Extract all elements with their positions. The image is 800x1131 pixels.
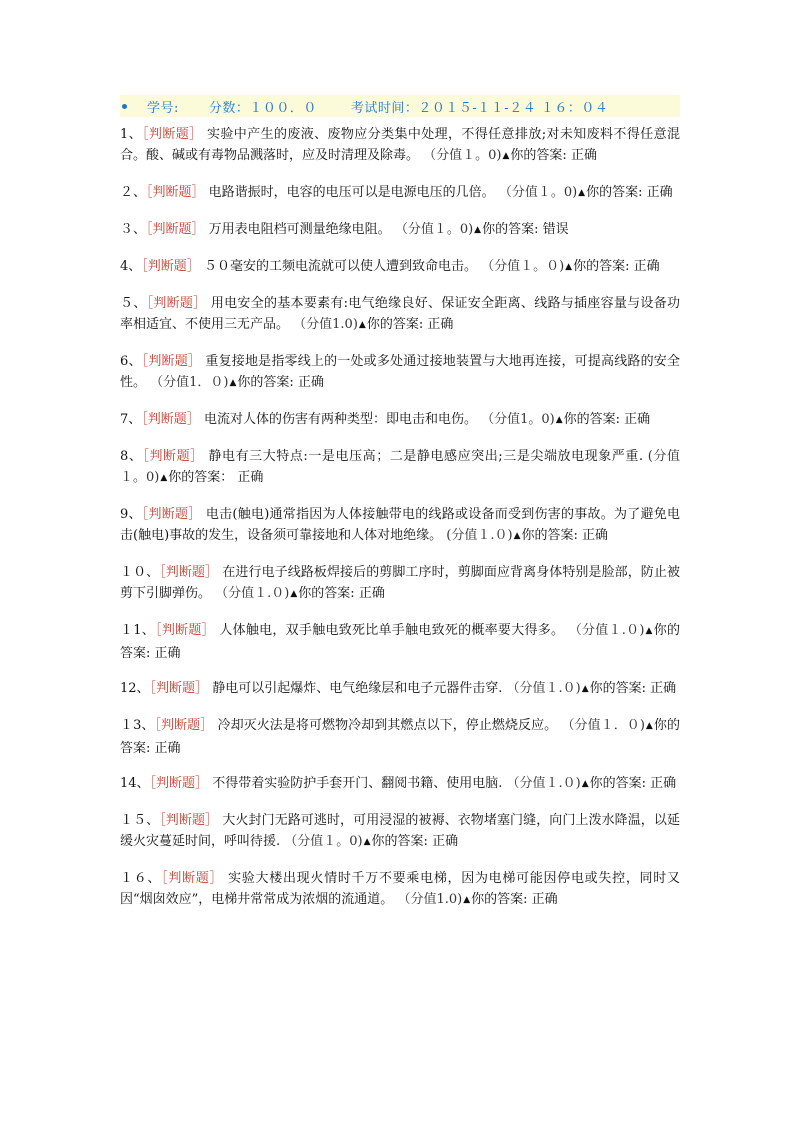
question-number: 8、 bbox=[120, 449, 143, 464]
answer-label: 你的答案: bbox=[510, 148, 567, 163]
question-points: （分值１。0) bbox=[394, 222, 474, 237]
question-points: （分值１。0) bbox=[284, 834, 363, 849]
question-points: （分值１．０) bbox=[561, 718, 645, 733]
arrow-up-icon: ▲ bbox=[581, 779, 589, 789]
question-type-tag: ［判断题］ bbox=[149, 776, 209, 791]
answer-value: 正确 bbox=[432, 834, 459, 849]
question-points: （分值１.０) bbox=[568, 623, 645, 638]
question-number: 1、 bbox=[120, 127, 143, 142]
answer-label: 你的答案: bbox=[366, 317, 424, 332]
arrow-up-icon: ▲ bbox=[645, 721, 653, 731]
arrow-up-icon: ▲ bbox=[160, 473, 168, 483]
exam-header-bar bbox=[120, 95, 680, 117]
question-points: （分值１。0) bbox=[423, 148, 502, 163]
arrow-up-icon: ▲ bbox=[645, 626, 653, 636]
question-type-tag: ［判断题］ bbox=[146, 222, 205, 237]
answer-value: 正确 bbox=[358, 586, 385, 601]
question-type-tag: ［判断题］ bbox=[159, 565, 219, 580]
question-number: 12、 bbox=[120, 681, 150, 696]
question-item bbox=[120, 810, 680, 854]
question-number: ２、 bbox=[120, 185, 147, 200]
answer-label: 你的答案: bbox=[589, 681, 647, 696]
question-item bbox=[120, 715, 680, 759]
answer-value: 正确 bbox=[531, 892, 558, 907]
question-number: 4、 bbox=[120, 259, 142, 274]
question-type-tag: ［判断题］ bbox=[141, 354, 202, 369]
answer-value: 正确 bbox=[624, 412, 651, 427]
question-text: 大火封门无路可逃时，可用浸湿的被褥、衣物堵塞门缝，向门上泼水降温，以延缓火灾蔓延时间，呼叫待援. bbox=[120, 813, 680, 849]
question-points: （分值1．０) bbox=[150, 375, 229, 390]
question-item bbox=[120, 446, 680, 490]
question-text: 电路谐振时，电容的电压可以是电源电压的几倍。 bbox=[208, 185, 495, 200]
question-item bbox=[120, 562, 680, 606]
question-type-tag: ［判断题］ bbox=[141, 507, 202, 522]
question-type-tag: ［判断题］ bbox=[141, 259, 200, 274]
question-text: 人体触电，双手触电致死比单手触电致死的概率要大得多。 bbox=[219, 623, 565, 638]
answer-value: 正确 bbox=[582, 528, 609, 543]
answer-value: 正确 bbox=[570, 148, 597, 163]
question-item bbox=[120, 182, 680, 205]
answer-value: 错误 bbox=[542, 222, 569, 237]
question-type-tag: ［判断题］ bbox=[154, 718, 214, 733]
arrow-up-icon: ▲ bbox=[565, 262, 573, 272]
question-text: 电击(触电)通常指因为人体接触带电的线路或设备而受到伤害的事故。为了避免电击(触电)事故的发生，设备须可靠接地和人体对地绝缘。 bbox=[120, 507, 680, 543]
arrow-up-icon: ▲ bbox=[578, 188, 586, 198]
answer-value: 正确 bbox=[237, 470, 264, 485]
question-number: ５、 bbox=[120, 296, 147, 311]
question-number: １６、 bbox=[120, 871, 162, 886]
exam-result-page bbox=[120, 95, 680, 926]
question-type-tag: ［判断题］ bbox=[141, 412, 200, 427]
answer-label: 你的答案: bbox=[120, 718, 680, 756]
answer-value: 正确 bbox=[154, 646, 181, 661]
answer-label: 你的答案: bbox=[573, 259, 630, 274]
answer-label: 你的答案: bbox=[120, 623, 680, 661]
question-item bbox=[120, 678, 680, 701]
question-item bbox=[120, 868, 680, 912]
question-item bbox=[120, 409, 680, 432]
arrow-up-icon: ▲ bbox=[581, 684, 589, 694]
arrow-up-icon: ▲ bbox=[513, 531, 521, 541]
answer-label: 你的答案: bbox=[521, 528, 578, 543]
question-points: （分值1.0) bbox=[293, 317, 358, 332]
question-text: 冷却灭火法是将可燃物冷却到其燃点以下，停止燃烧反应。 bbox=[217, 718, 558, 733]
question-text: 万用表电阻档可测量绝缘电阻。 bbox=[208, 222, 391, 237]
question-number: １０、 bbox=[120, 565, 160, 580]
question-points: （分值１。0) bbox=[498, 185, 578, 200]
answer-label: 你的答案： bbox=[168, 470, 234, 485]
question-points: （分值１.０) bbox=[215, 586, 290, 601]
answer-label: 你的答案: bbox=[563, 412, 621, 427]
question-text: 用电安全的基本要素有:电气绝缘良好、保证安全距离、线路与插座容量与设备功率相适宜、不使用三无产品。 bbox=[120, 296, 680, 332]
answer-value: 正确 bbox=[154, 741, 181, 756]
question-type-tag: ［判断题］ bbox=[146, 296, 207, 311]
arrow-up-icon: ▲ bbox=[363, 837, 371, 847]
answer-value: 正确 bbox=[427, 317, 454, 332]
question-number: 9、 bbox=[120, 507, 142, 522]
question-text: ５０毫安的工频电流就可以使人遭到致命电击。 bbox=[203, 259, 477, 274]
question-type-tag: ［判断题］ bbox=[146, 185, 205, 200]
score-label: 分数：１００．０ bbox=[208, 100, 317, 116]
arrow-up-icon: ▲ bbox=[555, 415, 563, 425]
question-text: 电流对人体的伤害有两种类型：即电击和电伤。 bbox=[203, 412, 477, 427]
arrow-up-icon: ▲ bbox=[229, 378, 237, 388]
question-text: 静电可以引起爆炸、电气绝缘层和电子元器件击穿. bbox=[212, 681, 503, 696]
question-type-tag: ［判断题］ bbox=[161, 871, 224, 886]
question-text: 重复接地是指零线上的一处或多处通过接地装置与大地再连接，可提高线路的安全性。 bbox=[120, 354, 680, 390]
question-points: （分值1。0) bbox=[481, 412, 555, 427]
question-points: （分值１.０) bbox=[506, 681, 581, 696]
question-text: 实验大楼出现火情时千万不要乘电梯，因为电梯可能因停电或失控，同时又因“烟囱效应”，电梯井常常成为浓烟的流通道。 bbox=[120, 871, 680, 907]
question-points: （分值１。０) bbox=[481, 259, 565, 274]
student-id-label: 学号: bbox=[147, 100, 179, 116]
answer-label: 你的答案: bbox=[589, 776, 647, 791]
answer-label: 你的答案: bbox=[471, 892, 528, 907]
question-type-tag: ［判断题］ bbox=[142, 127, 203, 142]
question-points: （分值1.0) bbox=[397, 892, 463, 907]
question-item bbox=[120, 293, 680, 337]
question-points: (分值１.０) bbox=[446, 528, 513, 543]
question-number: １1、 bbox=[120, 623, 156, 638]
answer-label: 你的答案: bbox=[371, 834, 428, 849]
arrow-up-icon: ▲ bbox=[502, 151, 510, 161]
question-number: 7、 bbox=[120, 412, 142, 427]
question-points: （分值１.０) bbox=[506, 776, 581, 791]
question-number: 6、 bbox=[120, 354, 142, 369]
question-number: ３、 bbox=[120, 222, 147, 237]
answer-value: 正确 bbox=[646, 185, 673, 200]
question-text: 在进行电子线路板焊接后的剪脚工序时，剪脚面应背离身体特别是脸部，防止被剪下引脚弹伤。 bbox=[120, 565, 680, 601]
question-text: 不得带着实验防护手套开门、翻阅书籍、使用电脑. bbox=[212, 776, 503, 791]
question-item bbox=[120, 256, 680, 279]
question-item bbox=[120, 773, 680, 796]
question-type-tag: ［判断题］ bbox=[142, 449, 204, 464]
question-item bbox=[120, 351, 680, 395]
question-list bbox=[120, 124, 680, 912]
answer-label: 你的答案: bbox=[482, 222, 539, 237]
question-points: (分值１。0) bbox=[120, 449, 680, 485]
answer-value: 正确 bbox=[650, 776, 677, 791]
question-item bbox=[120, 124, 680, 168]
arrow-up-icon: ▲ bbox=[463, 895, 471, 905]
arrow-up-icon: ▲ bbox=[358, 320, 366, 330]
question-item bbox=[120, 620, 680, 664]
question-text: 实验中产生的废液、废物应分类集中处理，不得任意排放;对未知废料不得任意混合。酸、碱或有毒物品溅落时，应及时清理及除毒。 bbox=[120, 127, 680, 163]
question-type-tag: ［判断题］ bbox=[149, 681, 209, 696]
question-number: １3、 bbox=[120, 718, 155, 733]
answer-value: 正确 bbox=[650, 681, 677, 696]
question-number: 14、 bbox=[120, 776, 150, 791]
question-item bbox=[120, 219, 680, 242]
arrow-up-icon: ▲ bbox=[474, 225, 482, 235]
question-number: １５、 bbox=[120, 813, 160, 828]
answer-label: 你的答案: bbox=[298, 586, 355, 601]
question-type-tag: ［判断题］ bbox=[155, 623, 215, 638]
bullet-icon bbox=[122, 104, 127, 109]
question-item bbox=[120, 504, 680, 548]
question-type-tag: ［判断题］ bbox=[159, 813, 219, 828]
answer-value: 正确 bbox=[297, 375, 324, 390]
answer-label: 你的答案: bbox=[586, 185, 643, 200]
answer-value: 正确 bbox=[633, 259, 660, 274]
question-text: 静电有三大特点:一是电压高；二是静电感应突出;三是尖端放电现象严重. bbox=[208, 449, 644, 464]
exam-time-label: 考试时间：２０１５-１１-２４ １６：０４ bbox=[350, 100, 609, 116]
arrow-up-icon: ▲ bbox=[290, 589, 298, 599]
answer-label: 你的答案: bbox=[237, 375, 294, 390]
